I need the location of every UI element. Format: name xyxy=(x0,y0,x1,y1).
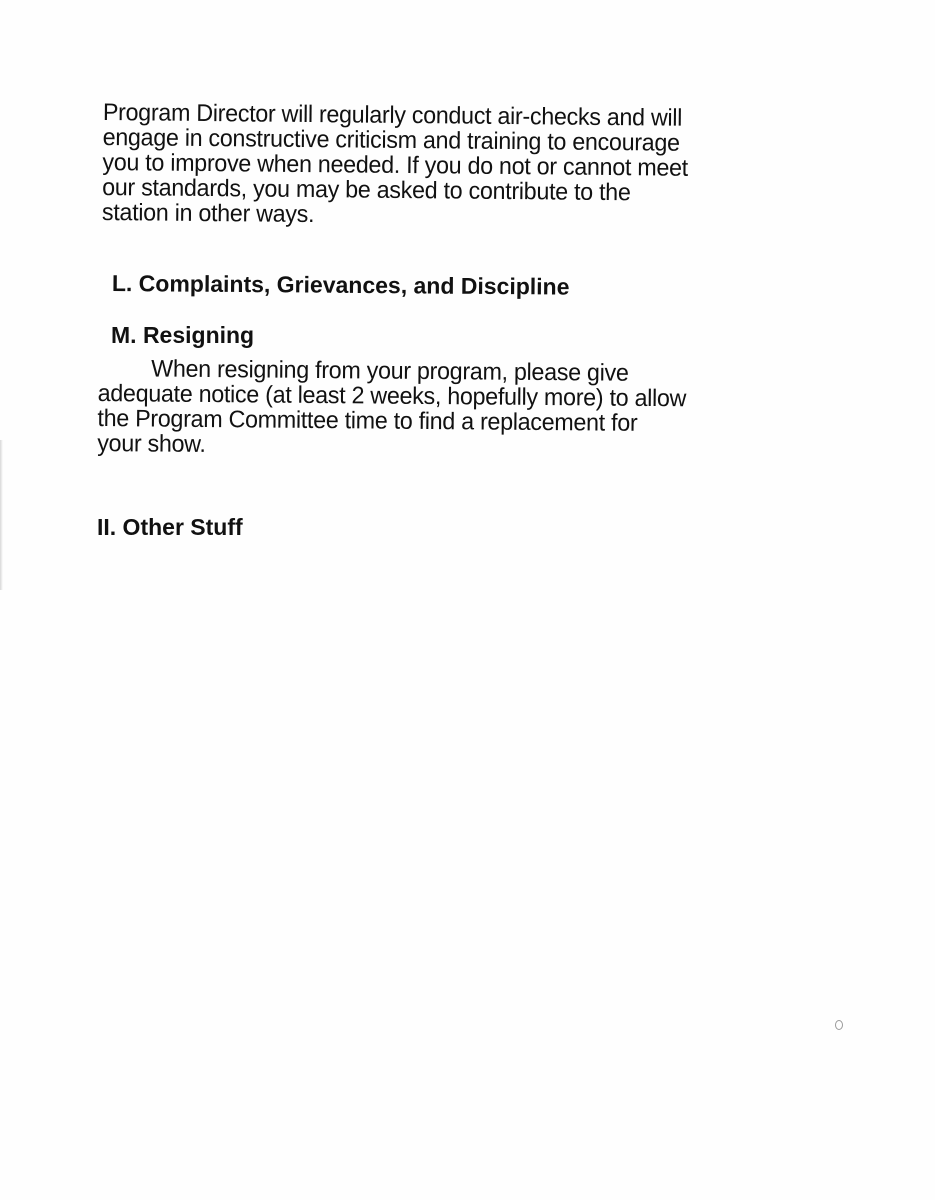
scan-speck xyxy=(835,1020,843,1030)
paragraph-air-checks xyxy=(102,100,689,231)
scan-edge-shadow xyxy=(0,440,3,590)
section-heading-complaints: L. Complaints, Grievances, and Discipline xyxy=(111,270,570,300)
section-heading-other-stuff: II. Other Stuff xyxy=(97,514,243,540)
text-line: our standards, you may be asked to contribute to the xyxy=(102,173,631,207)
text-line: station in other ways. xyxy=(101,198,315,229)
text-line: adequate notice (at least 2 weeks, hopefully more) to allow xyxy=(97,379,687,413)
text-line: When resigning from your program, please give xyxy=(151,355,629,387)
text-line: the Program Committee time to find a replacement for xyxy=(97,404,638,437)
text-line: your show. xyxy=(97,429,206,458)
section-heading-resigning: M. Resigning xyxy=(111,322,255,348)
paragraph-resigning xyxy=(97,356,686,461)
text-line: engage in constructive criticism and training to encourage xyxy=(102,123,680,157)
text-line: Program Director will regularly conduct air-checks and will xyxy=(102,99,683,132)
text-line: you to improve when needed. If you do not or cannot meet xyxy=(102,148,689,182)
